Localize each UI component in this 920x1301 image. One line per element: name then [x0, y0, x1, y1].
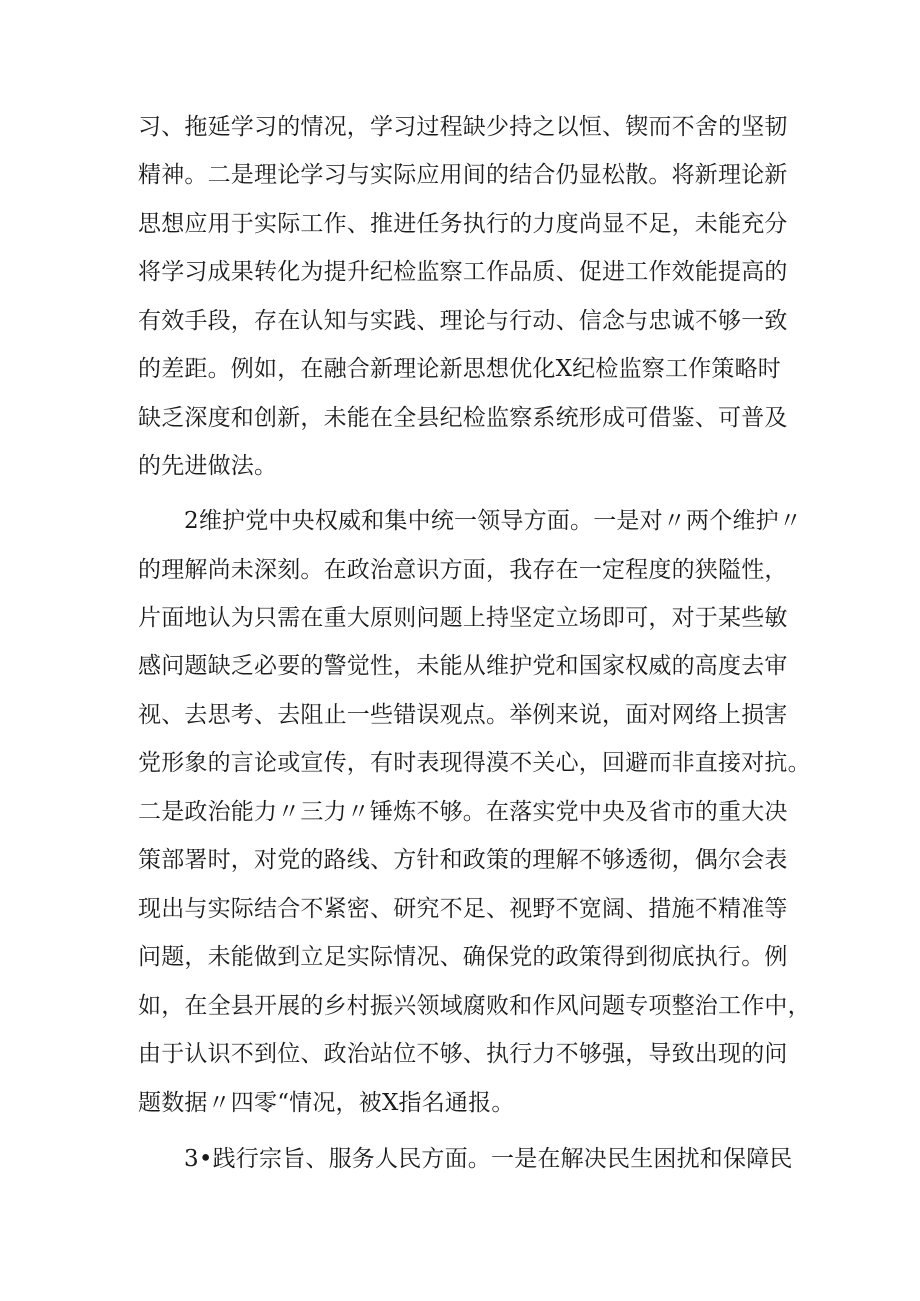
text-line: 习、拖延学习的情况，学习过程缺少持之以恒、锲而不舍的坚韧 — [138, 114, 788, 140]
text-line: 视、去思考、去阻止一些错误观点。举例来说，面对网络上损害 — [138, 702, 788, 728]
paragraph-3-first-line: 3•践行宗旨、服务人民方面。一是在解决民生困扰和保障民 — [184, 1146, 793, 1172]
text-line: 的理解尚未深刻。在政治意识方面，我存在一定程度的狭隘性， — [138, 557, 788, 583]
text-line: 由于认识不到位、政治站位不够、执行力不够强，导致出现的问 — [138, 1041, 788, 1067]
text-line: 二是政治能力〃三力〃锤炼不够。在落实党中央及省市的重大决 — [138, 799, 788, 825]
text-line: 感问题缺乏必要的警觉性，未能从维护党和国家权威的高度去审 — [138, 653, 788, 679]
text-line: 的差距。例如，在融合新理论新思想优化X纪检监察工作策略时 — [138, 356, 781, 382]
text-line: 题数据〃四零“情况，被X指名通报。 — [138, 1090, 515, 1116]
text-line: 如，在全县开展的乡村振兴领域腐败和作风问题专项整治工作中， — [138, 993, 811, 1019]
text-line: 片面地认为只需在重大原则问题上持坚定立场即可，对于某些敏 — [138, 605, 788, 631]
text-line: 党形象的言论或宣传，有时表现得漠不关心，回避而非直接对抗。 — [138, 750, 811, 776]
text-line: 缺乏深度和创新，未能在全县纪检监察系统形成可借鉴、可普及 — [138, 405, 788, 431]
text-line: 有效手段，存在认知与实践、理论与行动、信念与忠诚不够一致 — [138, 308, 788, 334]
paragraph-2-first-line: 2维护党中央权威和集中统一领导方面。一是对〃两个维护〃 — [184, 508, 803, 534]
text-line: 现出与实际结合不紧密、研究不足、视野不宽阔、措施不精准等 — [138, 896, 788, 922]
text-line: 问题，未能做到立足实际情况、确保党的政策得到彻底执行。例 — [138, 944, 788, 970]
text-line: 的先进做法。 — [138, 453, 278, 479]
text-line: 将学习成果转化为提升纪检监察工作品质、促进工作效能提高的 — [138, 259, 788, 285]
text-line: 思想应用于实际工作、推进任务执行的力度尚显不足，未能充分 — [138, 211, 788, 237]
text-line: 精神。二是理论学习与实际应用间的结合仍显松散。将新理论新 — [138, 162, 788, 188]
text-line: 策部署时，对党的路线、方针和政策的理解不够透彻，偶尔会表 — [138, 847, 788, 873]
